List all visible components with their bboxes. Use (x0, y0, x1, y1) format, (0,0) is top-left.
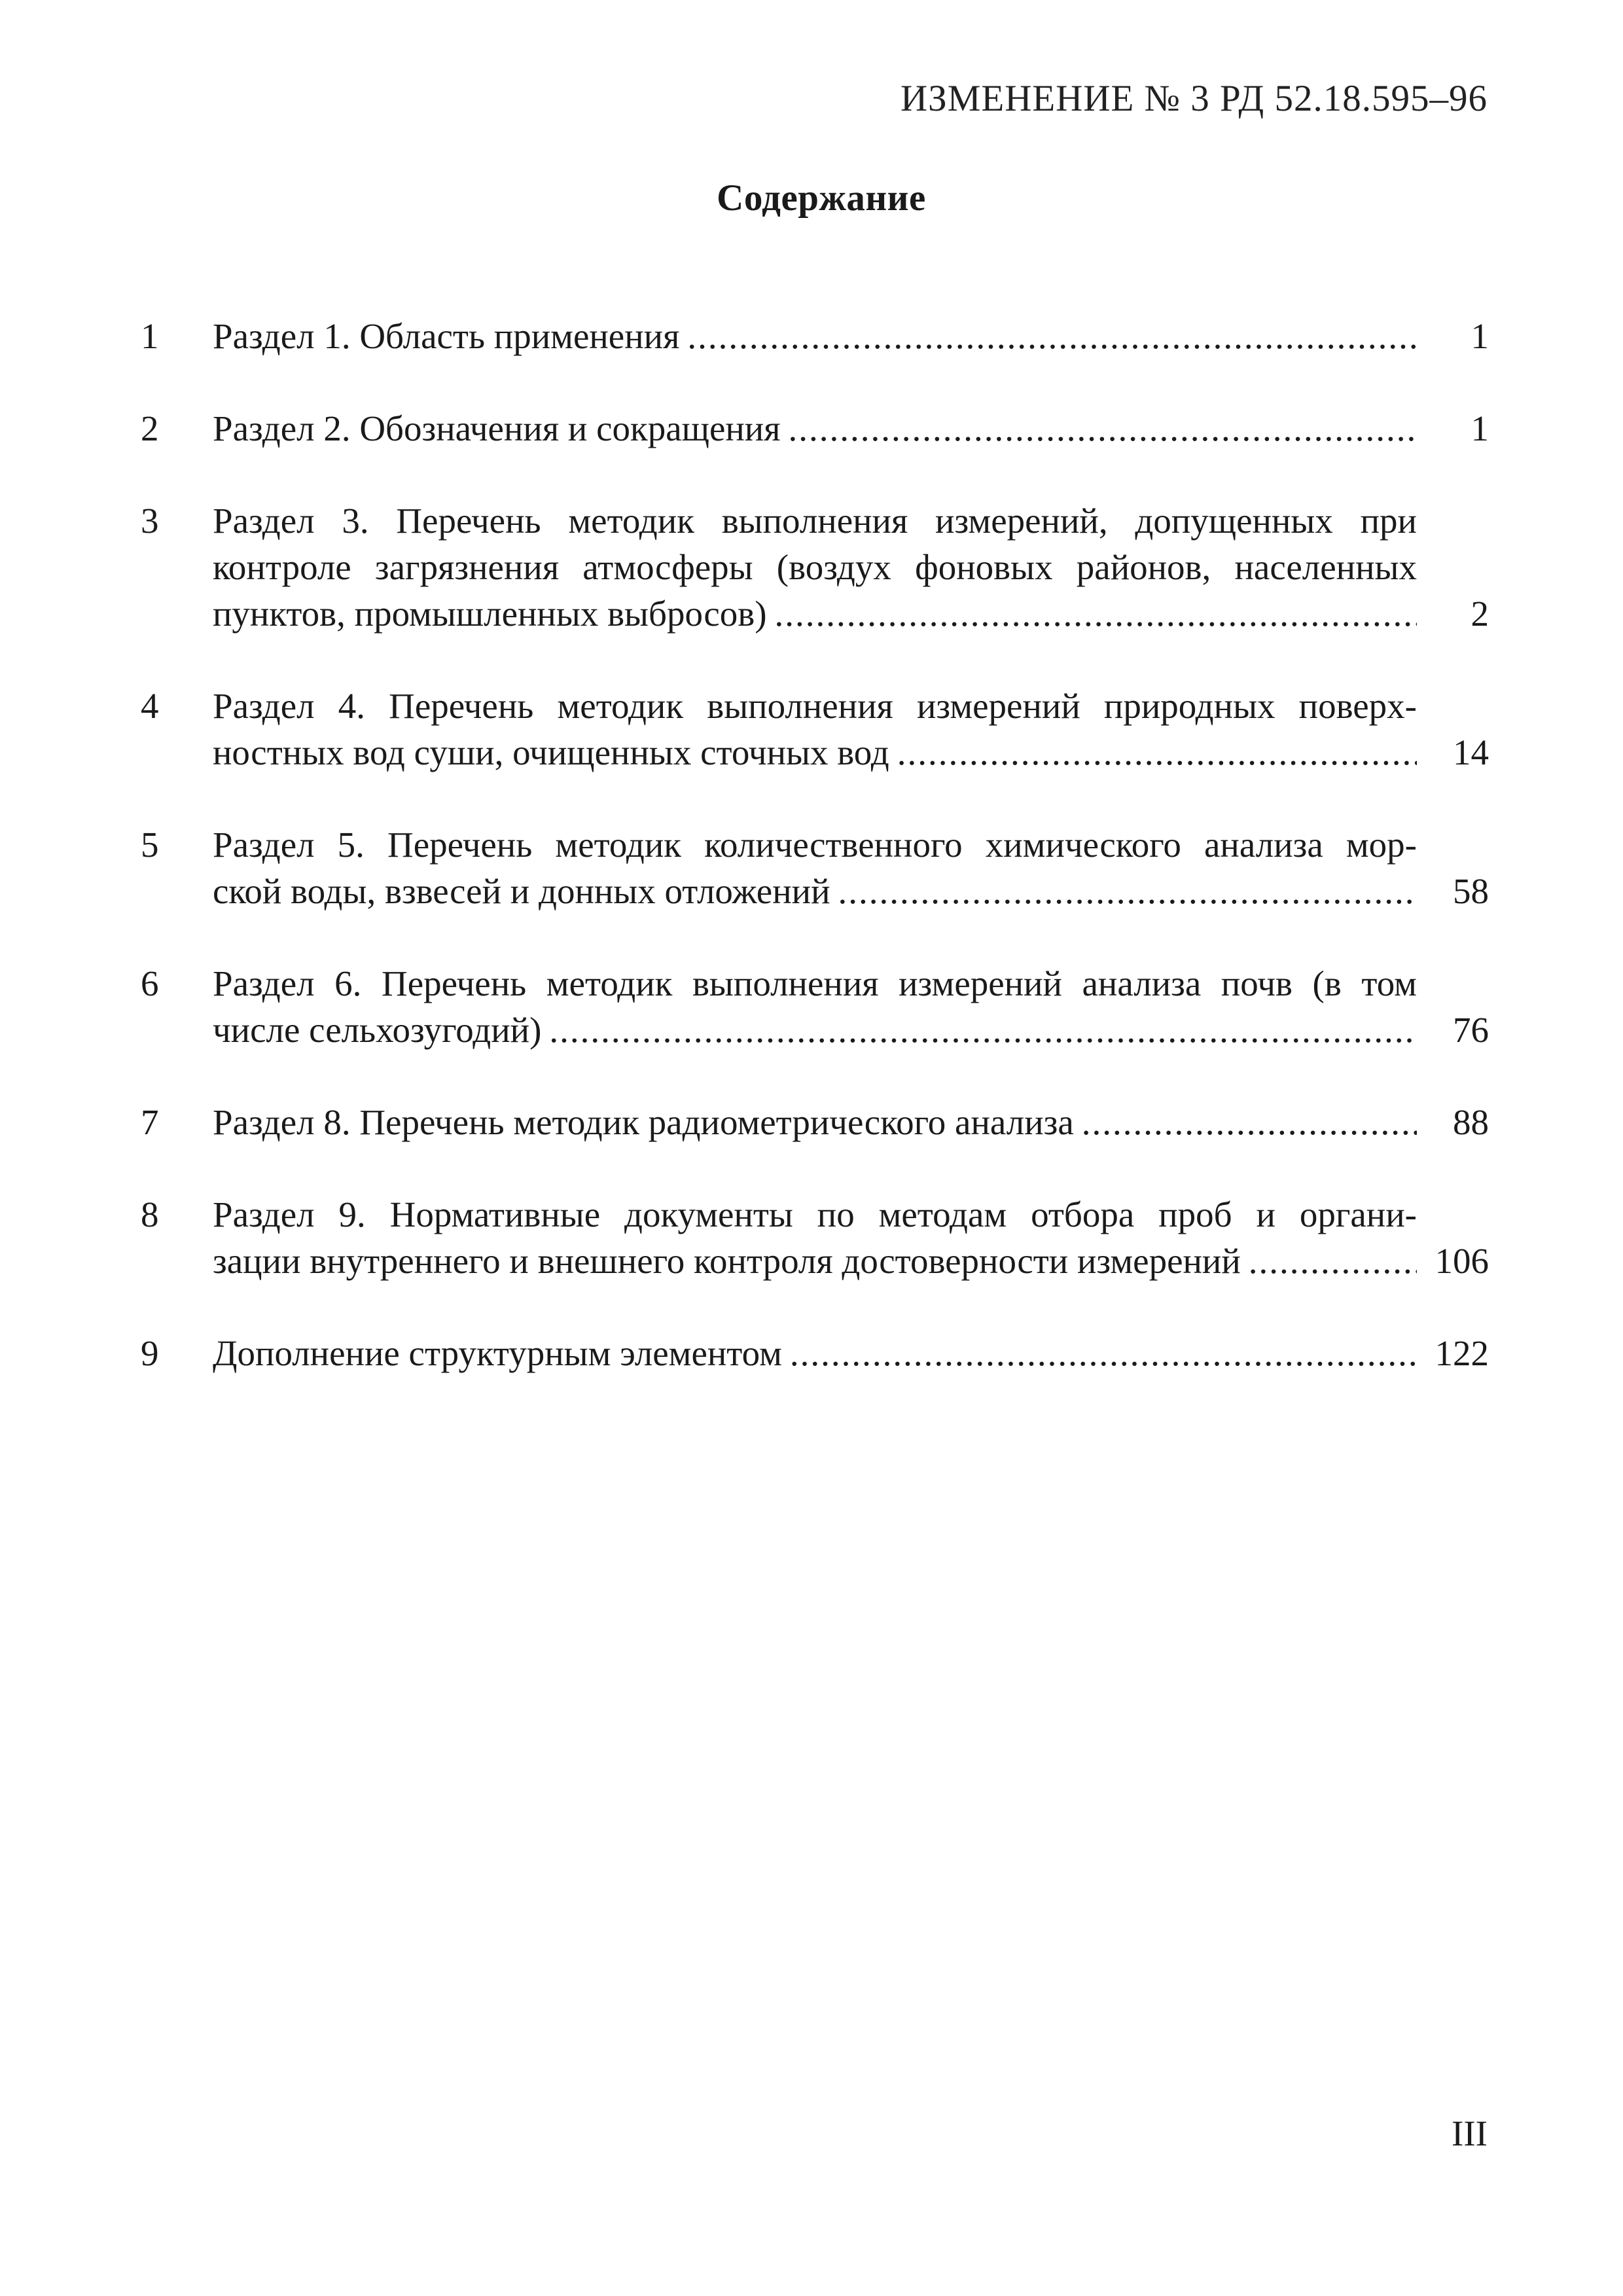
toc-dot-leader (775, 590, 1417, 637)
toc-entry-line: Раздел 6. Перечень методик выполнения измерений анализа почв (в том (213, 963, 1417, 1003)
toc-entry-number: 8 (141, 1194, 159, 1234)
document-code-header: ИЗМЕНЕНИЕ № 3 РД 52.18.595–96 (900, 78, 1488, 119)
page-title: Содержание (717, 177, 926, 219)
toc-entry-title: ностных вод суши, очищенных сточных вод (213, 732, 889, 772)
toc-entry-last-line (213, 590, 1417, 637)
toc-entry-title: пунктов, промышленных выбросов) (213, 594, 767, 634)
toc-entry-last-line (213, 1099, 1417, 1145)
toc-dot-leader (897, 729, 1417, 776)
toc-entry-body (213, 960, 1417, 1053)
toc-entry-body (213, 683, 1417, 776)
toc-entry-page: 106 (1435, 1241, 1489, 1281)
toc-entry-line: контроле загрязнения атмосферы (воздух фоновых районов, населенных (213, 547, 1417, 587)
toc-entry-number: 2 (141, 408, 159, 448)
toc-entry-last-line (213, 1007, 1417, 1053)
toc-entry[interactable] (141, 313, 1489, 359)
page-number: III (1452, 2113, 1488, 2153)
toc-entry-number: 7 (141, 1102, 159, 1142)
toc-entry-page: 58 (1453, 871, 1489, 911)
toc-entry-title: Дополнение структурным элементом (213, 1333, 782, 1373)
toc-entry-number: 6 (141, 963, 159, 1003)
toc-entry-title: Раздел 1. Область применения (213, 316, 680, 356)
toc-entry-page: 76 (1453, 1010, 1489, 1050)
toc-entry-title: ской воды, взвесей и донных отложений (213, 871, 830, 911)
toc-entry-number: 1 (141, 316, 159, 356)
toc-entry-last-line (213, 1330, 1417, 1376)
table-of-contents (141, 313, 1489, 1422)
toc-entry-body (213, 313, 1417, 359)
toc-entry-title: зации внутреннего и внешнего контроля достоверности измерений (213, 1241, 1241, 1281)
toc-entry-number: 4 (141, 686, 159, 726)
toc-entry-body (213, 1191, 1417, 1284)
toc-entry[interactable] (141, 1099, 1489, 1145)
toc-entry-body (213, 1330, 1417, 1376)
toc-entry[interactable] (141, 1330, 1489, 1376)
toc-entry-page: 1 (1471, 316, 1489, 356)
toc-entry-body (213, 821, 1417, 914)
toc-entry[interactable] (141, 1191, 1489, 1284)
toc-entry-last-line (213, 868, 1417, 914)
toc-entry-number: 3 (141, 501, 159, 541)
toc-entry-last-line (213, 729, 1417, 776)
toc-entry[interactable] (141, 683, 1489, 776)
toc-entry-line: Раздел 9. Нормативные документы по методам отбора проб и органи- (213, 1194, 1417, 1234)
toc-entry-page: 2 (1471, 594, 1489, 634)
toc-entry-page: 122 (1435, 1333, 1489, 1373)
toc-dot-leader (687, 313, 1417, 359)
toc-entry-last-line (213, 405, 1417, 452)
toc-entry[interactable] (141, 821, 1489, 914)
toc-dot-leader (1249, 1238, 1417, 1284)
toc-entry[interactable] (141, 497, 1489, 637)
toc-entry-line: Раздел 3. Перечень методик выполнения измерений, допущенных при (213, 501, 1417, 541)
toc-entry-title: Раздел 2. Обозначения и сокращения (213, 408, 781, 448)
toc-dot-leader (549, 1007, 1417, 1053)
toc-entry-body (213, 1099, 1417, 1145)
toc-entry[interactable] (141, 405, 1489, 452)
toc-entry-last-line (213, 313, 1417, 359)
toc-entry-title: Раздел 8. Перечень методик радиометрического анализа (213, 1102, 1074, 1142)
toc-entry-page: 1 (1471, 408, 1489, 448)
toc-entry-page: 14 (1453, 732, 1489, 772)
toc-dot-leader (789, 405, 1417, 452)
toc-dot-leader (838, 868, 1417, 914)
toc-entry-body (213, 405, 1417, 452)
toc-entry-line: Раздел 5. Перечень методик количественного химического анализа мор- (213, 825, 1417, 865)
toc-entry-number: 9 (141, 1333, 159, 1373)
toc-entry-last-line (213, 1238, 1417, 1284)
toc-entry[interactable] (141, 960, 1489, 1053)
toc-entry-title: числе сельхозугодий) (213, 1010, 542, 1050)
toc-dot-leader (790, 1330, 1417, 1376)
toc-entry-line: Раздел 4. Перечень методик выполнения измерений природных поверх- (213, 686, 1417, 726)
toc-entry-page: 88 (1453, 1102, 1489, 1142)
toc-entry-body (213, 497, 1417, 637)
toc-dot-leader (1082, 1099, 1417, 1145)
toc-entry-number: 5 (141, 825, 159, 865)
